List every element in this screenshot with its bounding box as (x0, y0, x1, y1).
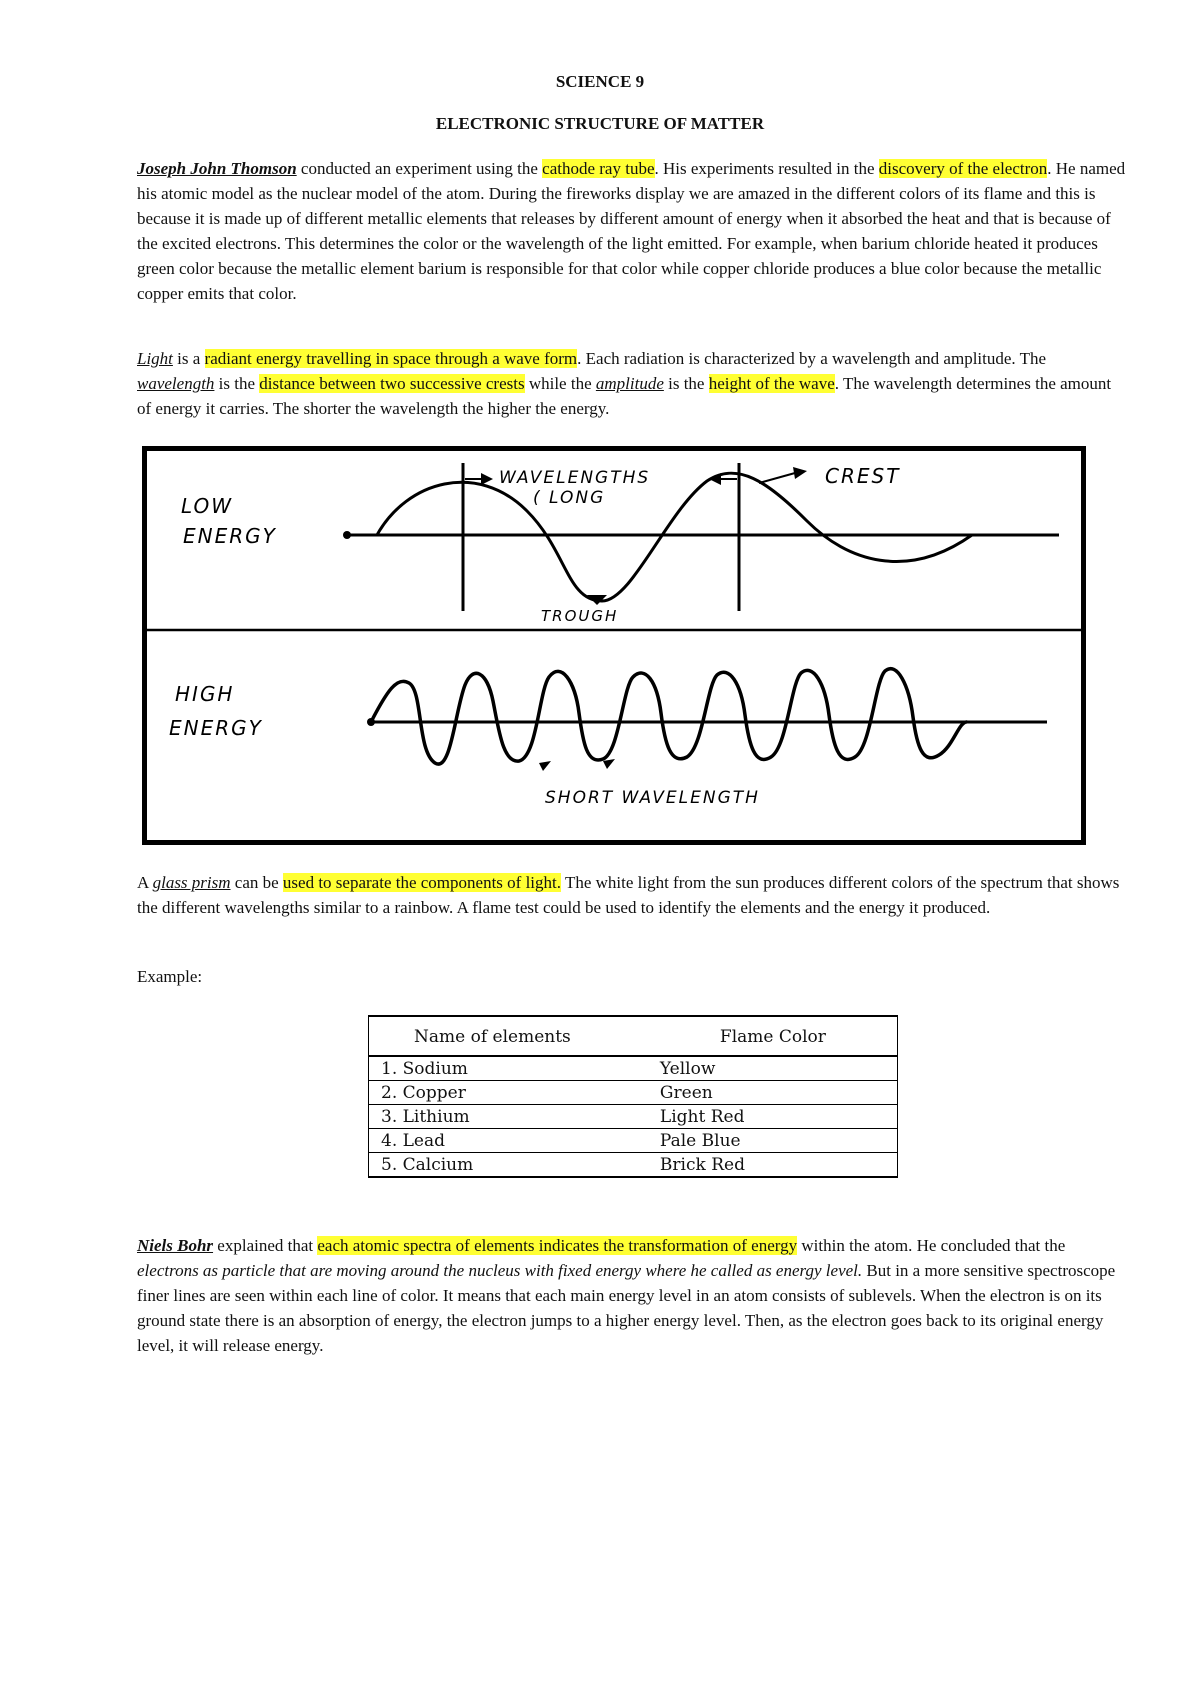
bohr-text: within the atom. He concluded that the (797, 1236, 1066, 1255)
light-text: is a (172, 349, 205, 368)
amplitude-term: amplitude (595, 374, 664, 393)
high-energy-label-2: ENERGY (169, 716, 263, 740)
highlight-separate-light: used to separate the components of light. (282, 873, 561, 892)
low-energy-label-1: LOW (181, 494, 234, 518)
table-row (369, 1056, 898, 1081)
flame-color-cell: Brick Red (650, 1153, 898, 1178)
bohr-text: But in a more sensitive spectroscope finer lines are seen within each line of color. It means that each main energy level in an atom consists of sublevels. When the electron is on its ground state there is an absorption of energy, the electron jumps to a higher energy level. Then, as the electron goes back to its original energy level, it will release energy. (137, 1261, 1116, 1355)
wavelength-long-label-1: WAVELENGTHS (499, 468, 651, 488)
element-cell: 5. Calcium (369, 1153, 650, 1178)
light-text: while the (524, 374, 596, 393)
wave-diagram-svg (147, 451, 1081, 840)
element-cell: 3. Lithium (369, 1105, 650, 1129)
bohr-text: explained that (213, 1236, 318, 1255)
flame-color-cell: Yellow (650, 1056, 898, 1081)
light-text: . The wavelength determines the amount of energy it carries. The shorter the wavelength the higher the energy. (137, 374, 1112, 418)
light-text: is the (663, 374, 709, 393)
arrowhead-icon (793, 467, 807, 479)
thomson-paragraph (137, 156, 1127, 306)
prism-text: can be (230, 873, 283, 892)
table-header-row (369, 1016, 898, 1056)
table-row (369, 1153, 898, 1178)
flame-color-cell: Light Red (650, 1105, 898, 1129)
trough-label: TROUGH (541, 607, 619, 625)
arrowhead-icon (709, 473, 721, 485)
crest-arrow (759, 473, 795, 483)
table-row (369, 1129, 898, 1153)
table-header-elements: Name of elements (369, 1016, 650, 1056)
flame-color-cell: Pale Blue (650, 1129, 898, 1153)
light-term: Light (137, 349, 173, 368)
arrowhead-icon (603, 759, 615, 769)
highlight-crests: distance between two successive crests (259, 374, 525, 393)
flame-color-cell: Green (650, 1081, 898, 1105)
element-cell: 1. Sodium (369, 1056, 650, 1081)
element-cell: 4. Lead (369, 1129, 650, 1153)
glass-prism-term: glass prism (152, 873, 231, 892)
example-label: Example: (137, 967, 203, 986)
bohr-name: Niels Bohr (137, 1236, 214, 1255)
wavelength-term: wavelength (137, 374, 215, 393)
flame-color-table (368, 1015, 898, 1178)
high-energy-wave (371, 669, 967, 764)
table-header-flame-color: Flame Color (650, 1016, 898, 1056)
highlight-atomic-spectra: each atomic spectra of elements indicates the transformation of energy (317, 1236, 798, 1255)
document-subtitle: ELECTRONIC STRUCTURE OF MATTER (435, 114, 765, 133)
light-text: is the (214, 374, 260, 393)
crest-label: CREST (825, 464, 901, 488)
light-text: . Each radiation is characterized by a wavelength and amplitude. The (577, 349, 1047, 368)
highlight-discovery-electron: discovery of the electron (878, 159, 1048, 178)
bohr-italic-definition: electrons as particle that are moving around the nucleus with fixed energy where he called as energy level. (137, 1261, 863, 1280)
low-energy-wave (377, 473, 972, 601)
highlight-cathode-ray-tube: cathode ray tube (542, 159, 655, 178)
document-title: SCIENCE 9 (555, 72, 645, 91)
short-wavelength-label: SHORT WAVELENGTH (545, 788, 760, 808)
thomson-text: conducted an experiment using the (296, 159, 543, 178)
axis-dot (343, 531, 351, 539)
wave-diagram (142, 446, 1086, 845)
prism-text: The white light from the sun produces different colors of the spectrum that shows the different wavelengths similar to a rainbow. A flame test could be used to identify the elements and the energy it produced. (137, 873, 1120, 917)
thomson-text: . His experiments resulted in the (654, 159, 879, 178)
light-paragraph (137, 346, 1127, 421)
arrowhead-icon (539, 761, 551, 771)
high-energy-label-1: HIGH (175, 682, 235, 706)
table-row (369, 1081, 898, 1105)
wavelength-long-label-2: ( LONG (533, 488, 606, 508)
highlight-radiant-energy: radiant energy travelling in space through a wave form (204, 349, 578, 368)
highlight-height-wave: height of the wave (708, 374, 835, 393)
element-cell: 2. Copper (369, 1081, 650, 1105)
prism-paragraph (137, 870, 1127, 920)
thomson-name: Joseph John Thomson (137, 159, 297, 178)
low-energy-label-2: ENERGY (183, 524, 277, 548)
bohr-paragraph (137, 1233, 1127, 1358)
prism-text: A (137, 873, 153, 892)
arrowhead-icon (481, 473, 493, 485)
thomson-text: . He named his atomic model as the nuclear model of the atom. During the fireworks display we are amazed in the different colors of its flame and this is because it is made up of different metallic elements that releases by different amount of energy when it absorbed the heat and that is because of the excited electrons. This determines the color or the wavelength of the light emitted. For example, when barium chloride heated it produces green color because the metallic element barium is responsible for that color while copper chloride produces a blue color because the metallic copper emits that color. (137, 159, 1126, 303)
table-row (369, 1105, 898, 1129)
